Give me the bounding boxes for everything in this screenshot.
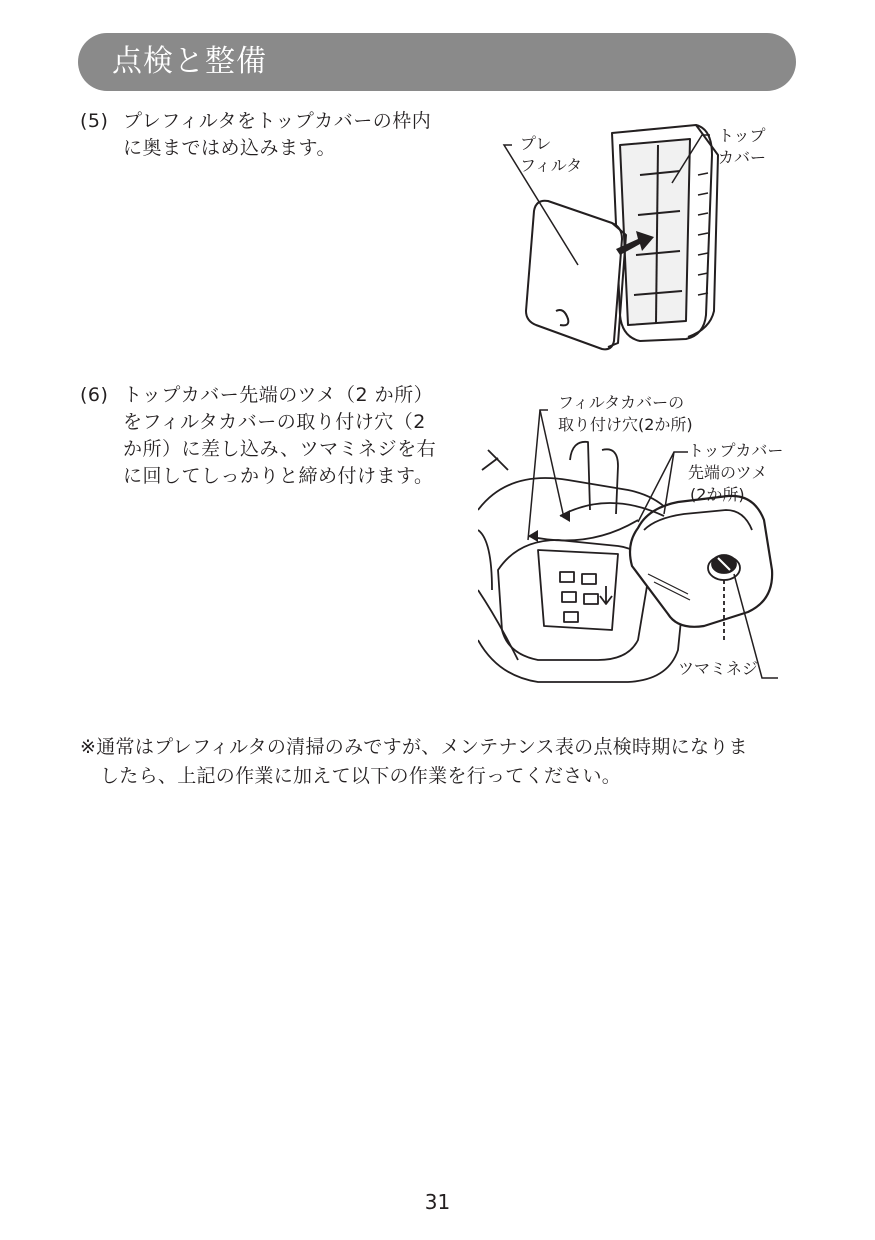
section-title: 点検と整備	[112, 44, 267, 79]
label-prefilter-line1: プレ	[520, 134, 552, 153]
step-text-line: プレフィルタをトップカバーの枠内	[123, 110, 432, 132]
step-text-line: に回してしっかりと締め付けます。	[123, 465, 434, 487]
note-text-line: したら、上記の作業に加えて以下の作業を行ってください。	[100, 765, 622, 787]
figure-prefilter-install	[490, 115, 790, 360]
step-text-line: をフィルタカバーの取り付け穴（2	[123, 411, 426, 433]
label-claws-line2: 先端のツメ	[688, 463, 768, 482]
label-topcover-line1: トップ	[718, 126, 766, 145]
step-text-line: トップカバー先端のツメ（2 か所）	[123, 384, 434, 406]
step-number: (5)	[80, 110, 109, 132]
label-claws-line3: (2か所)	[690, 485, 745, 504]
label-holes-line2: 取り付け穴(2か所)	[558, 415, 693, 434]
step-6	[80, 382, 470, 502]
label-prefilter-line2: フィルタ	[520, 156, 583, 175]
note-text-line: ※通常はプレフィルタの清掃のみですが、メンテナンス表の点検時期になりま	[80, 736, 748, 758]
label-topcover-line2: カバー	[718, 148, 767, 167]
step-text-line: に奥まではめ込みます。	[123, 137, 336, 159]
step-5	[80, 108, 470, 168]
step-text-line: か所）に差し込み、ツマミネジを右	[123, 438, 437, 460]
label-holes-line1: フィルタカバーの	[558, 393, 685, 412]
page-number: 31	[424, 1190, 451, 1214]
label-claws-line1: トップカバー	[688, 441, 784, 460]
section-header	[78, 33, 796, 91]
step-number: (6)	[80, 384, 109, 406]
figure-topcover-attach	[478, 390, 798, 690]
label-knob: ツマミネジ	[678, 659, 759, 678]
